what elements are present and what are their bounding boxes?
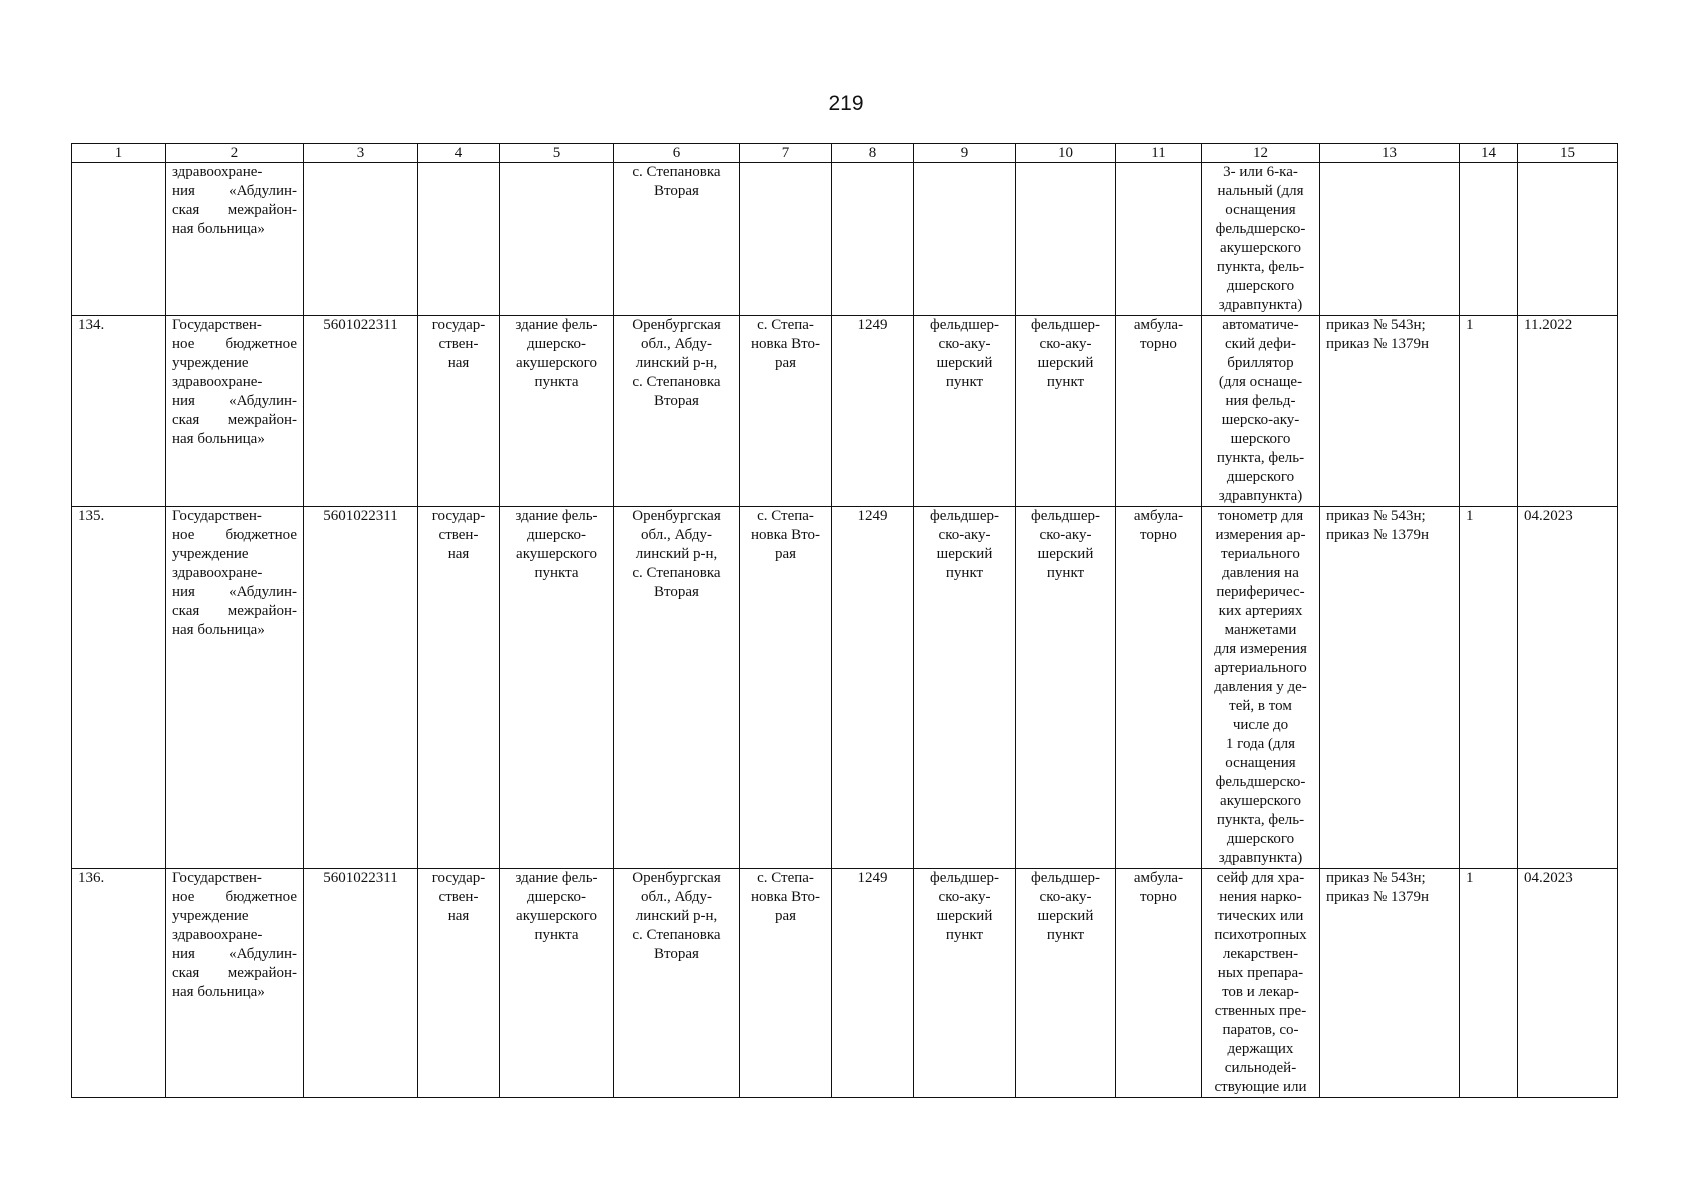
cell-text-line: ско-аку- [938, 889, 991, 905]
cell-text-line: Государствен- [172, 870, 262, 886]
cell-text-line: ско-аку- [1039, 527, 1092, 543]
cell-text-line: с. Степа- [757, 870, 814, 886]
cell-text-line: с. Степановка [632, 565, 721, 581]
cell-text-line: амбула- [1133, 870, 1184, 886]
table-row-continuation [72, 163, 1618, 316]
building-cell [500, 507, 614, 869]
cell-text-line: с. Степановка [632, 164, 721, 180]
orders-cell [1320, 507, 1460, 869]
cell-text-line: государ- [431, 317, 486, 333]
cell-text-line: приказ № 543н; [1326, 317, 1426, 333]
cell-text-line: сильнодей- [1224, 1060, 1297, 1076]
cell-text-line: дшерского [1226, 469, 1295, 485]
cell-text-line: Оренбургская [632, 508, 721, 524]
column-header: 4 [418, 144, 500, 163]
cell-text-line: акушерского [516, 546, 597, 562]
cell-text-line: ких артериях [1218, 603, 1303, 619]
cell-text-line: обл., Абду- [641, 527, 712, 543]
ownership-cell [418, 163, 500, 316]
cell-text-line: фельдшерско- [1215, 774, 1306, 790]
cell-text-line: ное бюджетное [172, 336, 297, 352]
cell-text-line: (для оснаще- [1218, 374, 1303, 390]
cell-text-line: торно [1140, 527, 1177, 543]
cell-text-line: дшерского [1226, 831, 1295, 847]
cell-text-line: торно [1140, 336, 1177, 352]
care-mode-cell [1116, 507, 1202, 869]
cell-text-line: линский р-н, [635, 546, 718, 562]
cell-text-line: фельдшер- [1030, 317, 1101, 333]
cell-text-line: акушерского [1220, 793, 1301, 809]
cell-text-line: ная [447, 355, 470, 371]
cell-text-line: держащих [1227, 1041, 1294, 1057]
cell-text-line: приказ № 543н; [1326, 508, 1426, 524]
cell-text-line: пункт [945, 374, 984, 390]
cell-text-line: ский дефи- [1225, 336, 1296, 352]
cell-text-line: фельдшер- [1030, 870, 1101, 886]
date-cell: 04.2023 [1518, 869, 1618, 1098]
cell-text-line: давления у де- [1214, 679, 1307, 695]
cell-text-line: амбула- [1133, 508, 1184, 524]
cell-text-line: шерский [1037, 355, 1094, 371]
address-cell [614, 507, 740, 869]
cell-text-line: здравоохране- [172, 927, 263, 943]
cell-text-line: ская межрайон- [172, 965, 297, 981]
equipment-cell [1202, 163, 1320, 316]
row-number-cell: 134. [72, 316, 166, 507]
cell-text-line: ная [447, 908, 470, 924]
table-row [72, 507, 1618, 869]
facility-type-cell [1016, 507, 1116, 869]
population-cell: 1249 [832, 869, 914, 1098]
equipment-cell [1202, 316, 1320, 507]
facility-type-cell [914, 507, 1016, 869]
locality-cell [740, 316, 832, 507]
cell-text-line: шерский [936, 355, 993, 371]
column-header: 14 [1460, 144, 1518, 163]
cell-text-line: фельдшер- [929, 870, 1000, 886]
column-header: 7 [740, 144, 832, 163]
cell-text-line: тей, в том [1229, 698, 1292, 714]
cell-text-line: оснащения [1225, 755, 1296, 771]
cell-text-line: новка Вто- [751, 527, 820, 543]
cell-text-line: 3- или 6-ка- [1223, 164, 1298, 180]
cell-text-line: пункта, фель- [1216, 812, 1305, 828]
cell-text-line: периферичес- [1216, 584, 1305, 600]
cell-text-line: ственных пре- [1214, 1003, 1307, 1019]
cell-text-line: давления на [1222, 565, 1299, 581]
cell-text-line: амбула- [1133, 317, 1184, 333]
cell-text-line: пункта, фель- [1216, 259, 1305, 275]
cell-text-line: с. Степа- [757, 317, 814, 333]
cell-text-line: рая [774, 908, 797, 924]
cell-text-line: ния «Абдулин- [172, 183, 297, 199]
cell-text-line: Государствен- [172, 508, 262, 524]
cell-text-line: числе до [1232, 717, 1289, 733]
cell-text-line: оснащения [1225, 202, 1296, 218]
row-number-cell: 136. [72, 869, 166, 1098]
cell-text-line: приказ № 1379н [1326, 527, 1430, 543]
cell-text-line: бриллятор [1227, 355, 1294, 371]
cell-text-line: Вторая [654, 393, 699, 409]
cell-text-line: ное бюджетное [172, 889, 297, 905]
locality-cell [740, 507, 832, 869]
quantity-cell [1460, 163, 1518, 316]
cell-text-line: фельдшер- [1030, 508, 1101, 524]
cell-text-line: обл., Абду- [641, 889, 712, 905]
cell-text-line: ная больница» [172, 622, 265, 638]
cell-text-line: с. Степановка [632, 927, 721, 943]
population-cell: 1249 [832, 316, 914, 507]
cell-text-line: для измерения [1214, 641, 1307, 657]
cell-text-line: шерский [1037, 908, 1094, 924]
column-header: 5 [500, 144, 614, 163]
locality-cell [740, 869, 832, 1098]
cell-text-line: рая [774, 355, 797, 371]
cell-text-line: ная больница» [172, 984, 265, 1000]
orders-cell [1320, 316, 1460, 507]
facility-type-cell [1016, 163, 1116, 316]
cell-text-line: торно [1140, 889, 1177, 905]
cell-text-line: фельдшерско- [1215, 221, 1306, 237]
cell-text-line: пункта, фель- [1216, 450, 1305, 466]
ownership-cell [418, 507, 500, 869]
care-mode-cell [1116, 869, 1202, 1098]
cell-text-line: здравоохране- [172, 164, 263, 180]
cell-text-line: пункта [534, 927, 579, 943]
page-number: 219 [828, 92, 864, 115]
cell-text-line: здание фель- [515, 870, 598, 886]
cell-text-line: ствен- [438, 889, 479, 905]
cell-text-line: ско-аку- [1039, 336, 1092, 352]
cell-text-line: здравпункта) [1218, 488, 1303, 504]
cell-text-line: пункт [945, 927, 984, 943]
quantity-cell: 1 [1460, 869, 1518, 1098]
column-header: 12 [1202, 144, 1320, 163]
cell-text-line: дшерского [1226, 278, 1295, 294]
cell-text-line: здравпункта) [1218, 297, 1303, 313]
cell-text-line: акушерского [516, 908, 597, 924]
facility-type-cell [1016, 316, 1116, 507]
table-row [72, 869, 1618, 1098]
population-cell [832, 163, 914, 316]
quantity-cell: 1 [1460, 316, 1518, 507]
cell-text-line: дшерско- [526, 336, 587, 352]
facility-type-cell [914, 869, 1016, 1098]
cell-text-line: тов и лекар- [1222, 984, 1299, 1000]
cell-text-line: ствен- [438, 527, 479, 543]
facility-type-cell [1016, 869, 1116, 1098]
cell-text-line: ния фельд- [1225, 393, 1296, 409]
cell-text-line: шерско-аку- [1221, 412, 1300, 428]
cell-text-line: ствующие или [1214, 1079, 1307, 1095]
facility-type-cell [914, 316, 1016, 507]
cell-text-line: пункта [534, 565, 579, 581]
column-header: 11 [1116, 144, 1202, 163]
cell-text-line: нальный (для [1217, 183, 1304, 199]
cell-text-line: линский р-н, [635, 908, 718, 924]
column-header: 9 [914, 144, 1016, 163]
building-cell [500, 163, 614, 316]
date-cell: 11.2022 [1518, 316, 1618, 507]
cell-text-line: автоматиче- [1222, 317, 1299, 333]
cell-text-line: 1 года (для [1225, 736, 1296, 752]
cell-text-line: артериального [1214, 660, 1307, 676]
cell-text-line: ния «Абдулин- [172, 584, 297, 600]
column-header: 1 [72, 144, 166, 163]
cell-text-line: паратов, со- [1222, 1022, 1299, 1038]
cell-text-line: пункт [945, 565, 984, 581]
cell-text-line: Вторая [654, 584, 699, 600]
cell-text-line: Вторая [654, 183, 699, 199]
cell-text-line: пункт [1046, 374, 1085, 390]
cell-text-line: пункта [534, 374, 579, 390]
care-mode-cell [1116, 163, 1202, 316]
date-cell [1518, 163, 1618, 316]
cell-text-line: сейф для хра- [1216, 870, 1305, 886]
row-number-cell: 135. [72, 507, 166, 869]
cell-text-line: приказ № 543н; [1326, 870, 1426, 886]
column-header: 15 [1518, 144, 1618, 163]
cell-text-line: ная [447, 546, 470, 562]
cell-text-line: измерения ар- [1215, 527, 1306, 543]
cell-text-line: рая [774, 546, 797, 562]
cell-text-line: акушерского [516, 355, 597, 371]
cell-text-line: Государствен- [172, 317, 262, 333]
cell-text-line: лекарствен- [1222, 946, 1299, 962]
cell-text-line: фельдшер- [929, 317, 1000, 333]
column-number-row [72, 144, 1618, 163]
cell-text-line: шерский [936, 546, 993, 562]
cell-text-line: здание фель- [515, 317, 598, 333]
column-header: 3 [304, 144, 418, 163]
cell-text-line: фельдшер- [929, 508, 1000, 524]
cell-text-line: новка Вто- [751, 336, 820, 352]
cell-text-line: приказ № 1379н [1326, 889, 1430, 905]
cell-text-line: обл., Абду- [641, 336, 712, 352]
cell-text-line: здравпункта) [1218, 850, 1303, 866]
cell-text-line: ско-аку- [1039, 889, 1092, 905]
cell-text-line: териального [1221, 546, 1300, 562]
organization-cell [166, 869, 304, 1098]
cell-text-line: ско-аку- [938, 336, 991, 352]
cell-text-line: ная больница» [172, 221, 265, 237]
column-header: 2 [166, 144, 304, 163]
cell-text-line: здание фель- [515, 508, 598, 524]
equipment-cell [1202, 869, 1320, 1098]
organization-cell [166, 316, 304, 507]
cell-text-line: дшерско- [526, 889, 587, 905]
equipment-table [71, 143, 1618, 1098]
address-cell [614, 869, 740, 1098]
cell-text-line: ская межрайон- [172, 603, 297, 619]
column-header: 13 [1320, 144, 1460, 163]
cell-text-line: психотропных [1214, 927, 1307, 943]
cell-text-line: государ- [431, 508, 486, 524]
care-mode-cell [1116, 316, 1202, 507]
cell-text-line: акушерского [1220, 240, 1301, 256]
cell-text-line: здравоохране- [172, 374, 263, 390]
cell-text-line: приказ № 1379н [1326, 336, 1430, 352]
orders-cell [1320, 163, 1460, 316]
cell-text-line: ная больница» [172, 431, 265, 447]
cell-text-line: манжетами [1224, 622, 1297, 638]
cell-text-line: учреждение [172, 908, 249, 924]
organization-cell [166, 507, 304, 869]
cell-text-line: государ- [431, 870, 486, 886]
cell-text-line: ное бюджетное [172, 527, 297, 543]
cell-text-line: учреждение [172, 355, 249, 371]
cell-text-line: дшерско- [526, 527, 587, 543]
table-row [72, 316, 1618, 507]
cell-text-line: ния «Абдулин- [172, 393, 297, 409]
building-cell [500, 869, 614, 1098]
cell-text-line: ния «Абдулин- [172, 946, 297, 962]
address-cell [614, 163, 740, 316]
building-cell [500, 316, 614, 507]
cell-text-line: шерский [936, 908, 993, 924]
column-header: 10 [1016, 144, 1116, 163]
cell-text-line: Оренбургская [632, 317, 721, 333]
column-header: 8 [832, 144, 914, 163]
equipment-cell [1202, 507, 1320, 869]
quantity-cell: 1 [1460, 507, 1518, 869]
cell-text-line: тонометр для [1217, 508, 1304, 524]
cell-text-line: ско-аку- [938, 527, 991, 543]
cell-text-line: линский р-н, [635, 355, 718, 371]
cell-text-line: Вторая [654, 946, 699, 962]
cell-text-line: пункт [1046, 927, 1085, 943]
cell-text-line: пункт [1046, 565, 1085, 581]
orders-cell [1320, 869, 1460, 1098]
inn-cell: 5601022311 [304, 507, 418, 869]
organization-cell [166, 163, 304, 316]
locality-cell [740, 163, 832, 316]
cell-text-line: ствен- [438, 336, 479, 352]
cell-text-line: ская межрайон- [172, 202, 297, 218]
cell-text-line: с. Степа- [757, 508, 814, 524]
cell-text-line: здравоохране- [172, 565, 263, 581]
cell-text-line: с. Степановка [632, 374, 721, 390]
cell-text-line: новка Вто- [751, 889, 820, 905]
row-number-cell [72, 163, 166, 316]
column-header: 6 [614, 144, 740, 163]
cell-text-line: учреждение [172, 546, 249, 562]
cell-text-line: нения нарко- [1219, 889, 1302, 905]
cell-text-line: Оренбургская [632, 870, 721, 886]
address-cell [614, 316, 740, 507]
population-cell: 1249 [832, 507, 914, 869]
inn-cell: 5601022311 [304, 869, 418, 1098]
inn-cell: 5601022311 [304, 316, 418, 507]
cell-text-line: тических или [1217, 908, 1304, 924]
cell-text-line: ных препара- [1217, 965, 1304, 981]
facility-type-cell [914, 163, 1016, 316]
cell-text-line: шерского [1230, 431, 1291, 447]
cell-text-line: шерский [1037, 546, 1094, 562]
inn-cell [304, 163, 418, 316]
cell-text-line: ская межрайон- [172, 412, 297, 428]
ownership-cell [418, 316, 500, 507]
ownership-cell [418, 869, 500, 1098]
date-cell: 04.2023 [1518, 507, 1618, 869]
